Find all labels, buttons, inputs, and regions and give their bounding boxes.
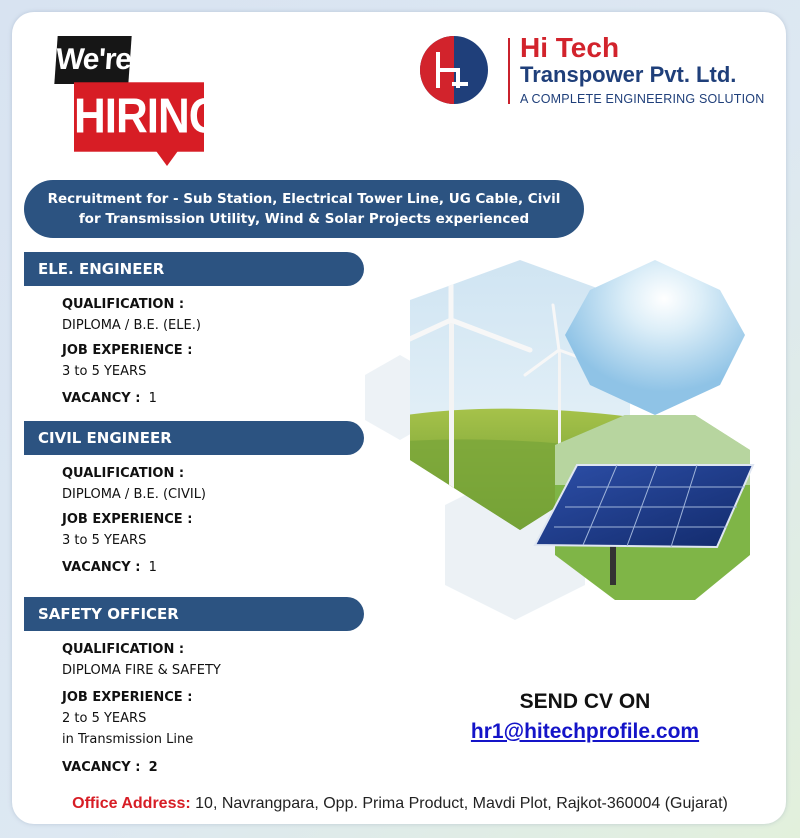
badge-hiring: HIRING — [74, 82, 204, 151]
renewable-energy-image — [355, 255, 765, 630]
company-name-line1: Hi Tech — [520, 32, 620, 63]
job-title-safety-officer: SAFETY OFFICER — [24, 597, 364, 631]
qualification-value: DIPLOMA FIRE & SAFETY — [62, 663, 221, 678]
address-label: Office Address: — [72, 795, 191, 812]
company-name-line2: Transpower Pvt. Ltd. — [520, 62, 737, 87]
vacancy-label: VACANCY : — [62, 560, 141, 575]
recruitment-banner: Recruitment for - Sub Station, Electrical Tower Line, UG Cable, Civil for Transmission Utility, Wind & Solar Projects experienced — [24, 180, 584, 238]
experience-label: JOB EXPERIENCE : — [62, 512, 193, 527]
vacancy-row — [62, 760, 158, 775]
office-address — [0, 795, 800, 813]
vacancy-value: 1 — [148, 391, 157, 406]
badge-were: We're — [54, 36, 131, 84]
company-tagline: A COMPLETE ENGINEERING SOLUTION — [520, 92, 765, 106]
job-title-ele-engineer: ELE. ENGINEER — [24, 252, 364, 286]
vacancy-value: 2 — [148, 760, 158, 775]
logo-divider — [508, 38, 510, 104]
hiring-badge — [54, 36, 222, 168]
address-text: 10, Navrangpara, Opp. Prima Product, Mavdi Plot, Rajkot-360004 (Gujarat) — [195, 795, 728, 812]
experience-value: 3 to 5 YEARS — [62, 533, 147, 548]
send-cv-label: SEND CV ON — [519, 690, 651, 713]
vacancy-row — [62, 560, 157, 575]
qualification-value: DIPLOMA / B.E. (ELE.) — [62, 318, 201, 333]
vacancy-row — [62, 391, 157, 406]
experience-label: JOB EXPERIENCE : — [62, 343, 193, 358]
vacancy-label: VACANCY : — [62, 760, 141, 775]
experience-label: JOB EXPERIENCE : — [62, 690, 193, 705]
vacancy-label: VACANCY : — [62, 391, 141, 406]
qualification-label: QUALIFICATION : — [62, 642, 185, 657]
job-title-civil-engineer: CIVIL ENGINEER — [24, 421, 364, 455]
vacancy-value: 1 — [148, 560, 157, 575]
company-logo-icon — [418, 34, 490, 106]
experience-value: 3 to 5 YEARS — [62, 364, 147, 379]
qualification-value: DIPLOMA / B.E. (CIVIL) — [62, 487, 207, 502]
experience-value: 2 to 5 YEARS — [62, 711, 147, 726]
email-link[interactable]: hr1@hitechprofile.com — [470, 720, 700, 743]
experience-extra: in Transmission Line — [62, 732, 194, 747]
speech-tail — [151, 144, 183, 166]
qualification-label: QUALIFICATION : — [62, 297, 185, 312]
qualification-label: QUALIFICATION : — [62, 466, 185, 481]
